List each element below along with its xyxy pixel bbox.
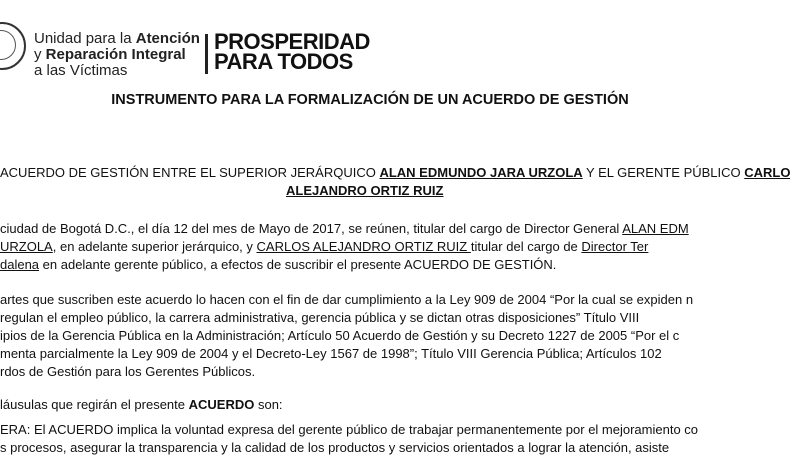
logo-unidad-line3: a las Víctimas [34, 62, 128, 79]
logo-unidad-line1: Unidad para la Atención [34, 30, 200, 47]
document-title: INSTRUMENTO PARA LA FORMALIZACIÓN DE UN ACUERDO DE GESTIÓN [111, 92, 629, 108]
p4-line1: ERA: El ACUERDO implica la voluntad expresa del gerente público de trabajar permanentemente por el mejoramiento co [0, 422, 699, 437]
unidad-seal-logo [0, 22, 26, 70]
p3-line1: láusulas que regirán el presente ACUERDO son: [0, 397, 283, 412]
prosperidad-line2: PARA TODOS [214, 49, 353, 74]
p1-line3: dalena en adelante gerente público, a efectos de suscribir el presente ACUERDO DE GESTIÓN. [0, 257, 557, 272]
p2-line3: ipios de la Gerencia Pública en la Administración; Artículo 50 Acuerdo de Gestión y su Decreto 1227 de 2005 “Por el c [0, 328, 680, 343]
p4-line2: s procesos, asegurar la transparencia y la calidad de los productos y servicios orientados a lograr la atención, asiste [0, 440, 670, 455]
prosperidad-logo [214, 29, 370, 74]
logo-unidad-line2: y Reparación Integral [34, 46, 186, 63]
intro-line2: ALEJANDRO ORTIZ RUIZ [286, 183, 444, 198]
p1-line1: ciudad de Bogotá D.C., el día 12 del mes de Mayo de 2017, se reúnen, titular del cargo de Director General ALAN EDM [0, 221, 689, 236]
p2-line4: menta parcialmente la Ley 909 de 2004 y el Decreto-Ley 1567 de 1998”; Título VIII Gerencia Pública; Artículos 102 [0, 346, 662, 361]
p1-line2: URZOLA, en adelante superior jerárquico, y CARLOS ALEJANDRO ORTIZ RUIZ titular del cargo de Director Ter [0, 239, 649, 254]
p2-line5: rdos de Gestión para los Gerentes Públicos. [0, 364, 256, 379]
intro-line1: ACUERDO DE GESTIÓN ENTRE EL SUPERIOR JERÁRQUICO ALAN EDMUNDO JARA URZOLA Y EL GERENTE PÚBLICO CARLO [0, 165, 790, 180]
p2-line1: artes que suscriben este acuerdo lo hacen con el fin de dar cumplimiento a la Ley 909 de 2004 “Por la cual se expiden n [0, 292, 694, 307]
p2-line2: regulan el empleo público, la carrera administrativa, gerencia pública y se dictan otras disposiciones” Título VIII [0, 310, 640, 325]
prosperidad-line1: PROSPERIDAD [214, 29, 370, 54]
logo-separator [205, 34, 208, 74]
